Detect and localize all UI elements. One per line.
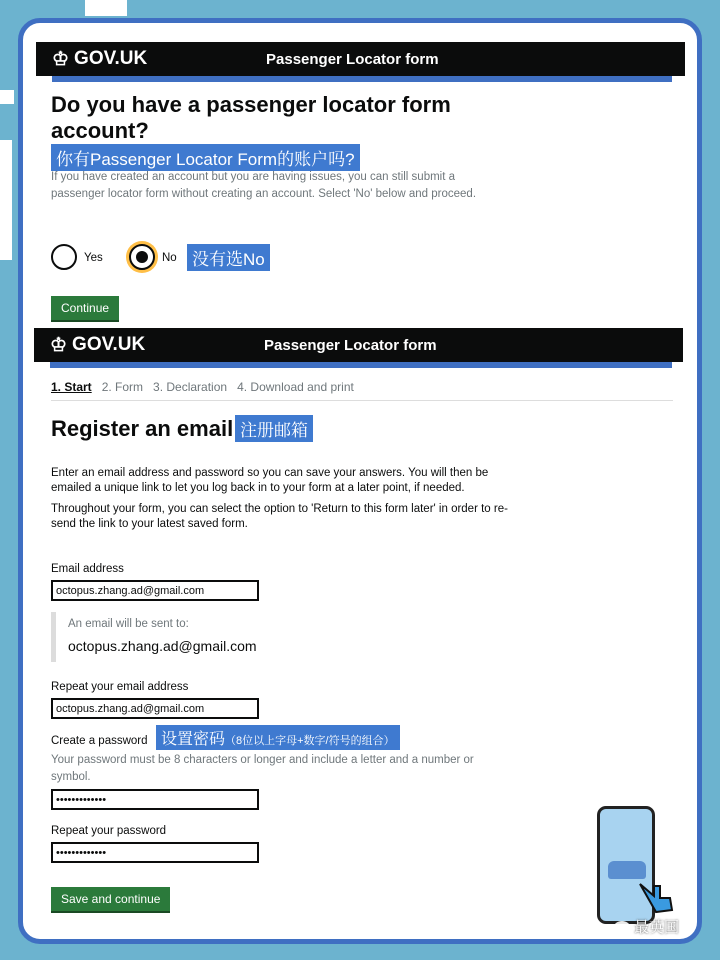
service-title[interactable]: Passenger Locator form [264, 336, 437, 354]
radio-yes-label: Yes [84, 252, 103, 264]
radio-yes[interactable] [51, 244, 77, 270]
annotation: 注册邮箱 [235, 415, 313, 442]
decoration [0, 140, 12, 260]
decoration [0, 90, 14, 104]
email-confirmation-inset [51, 612, 257, 662]
annotation: 设置密码（8位以上字母+数字/符号的组合） [156, 725, 400, 750]
progress-steps [51, 380, 673, 401]
inset-email: octopus.zhang.ad@gmail.com [68, 638, 257, 654]
govuk-header [34, 328, 683, 362]
watermark: 最英国 [614, 916, 679, 937]
repeat-email-field[interactable]: octopus.zhang.ad@gmail.com [51, 698, 259, 719]
step-declaration: 3. Declaration [153, 380, 228, 394]
step-form: 2. Form [101, 380, 144, 394]
annotation: 你有Passenger Locator Form的账户吗? [51, 144, 360, 171]
govuk-logo[interactable]: ♔ GOV.UK [52, 48, 148, 70]
decoration [85, 0, 127, 16]
continue-button[interactable]: Continue [51, 296, 119, 322]
password-field[interactable]: ••••••••••••• [51, 789, 259, 810]
password-label: Create a password [51, 735, 148, 747]
wechat-icon [614, 921, 630, 933]
step-download: 4. Download and print [237, 380, 354, 394]
header-underline [52, 76, 672, 82]
annotation: 没有选No [187, 244, 270, 271]
repeat-password-field[interactable]: ••••••••••••• [51, 842, 259, 863]
service-title[interactable]: Passenger Locator form [266, 50, 439, 68]
email-label: Email address [51, 563, 124, 575]
intro-paragraph: Enter an email address and password so you can save your answers. You will then be emailed a unique link to let you log back in to your form at a later point, if needed. [51, 467, 489, 494]
govuk-logo[interactable]: ♔ GOV.UK [50, 334, 146, 356]
govuk-header [36, 42, 685, 76]
crown-icon: ♔ [52, 48, 70, 70]
step-start[interactable]: 1. Start [51, 380, 92, 394]
inset-label: An email will be sent to: [68, 618, 189, 630]
page-title: Do you have a passenger locator form account? [51, 92, 451, 143]
password-hint: Your password must be 8 characters or longer and include a letter and a number or symbol. [51, 754, 474, 783]
email-field[interactable]: octopus.zhang.ad@gmail.com [51, 580, 259, 601]
radio-no[interactable] [129, 244, 155, 270]
intro-paragraph: Throughout your form, you can select the option to 'Return to this form later' in order to re-send the link to your latest saved form. [51, 503, 508, 530]
repeat-password-label: Repeat your password [51, 825, 167, 837]
car-icon [608, 861, 646, 879]
register-heading: Register an email [51, 416, 234, 441]
radio-no-label: No [162, 252, 177, 264]
repeat-email-label: Repeat your email address [51, 681, 189, 693]
hint-text: If you have created an account but you are having issues, you can still submit a passenger locator form without creating an account. Select 'No' below and proceed. [51, 171, 477, 200]
intro-paragraphs [51, 466, 511, 532]
crown-icon: ♔ [50, 334, 68, 356]
pointer-hand-icon [636, 880, 676, 914]
save-and-continue-button[interactable]: Save and continue [51, 887, 170, 913]
header-underline [50, 362, 672, 368]
